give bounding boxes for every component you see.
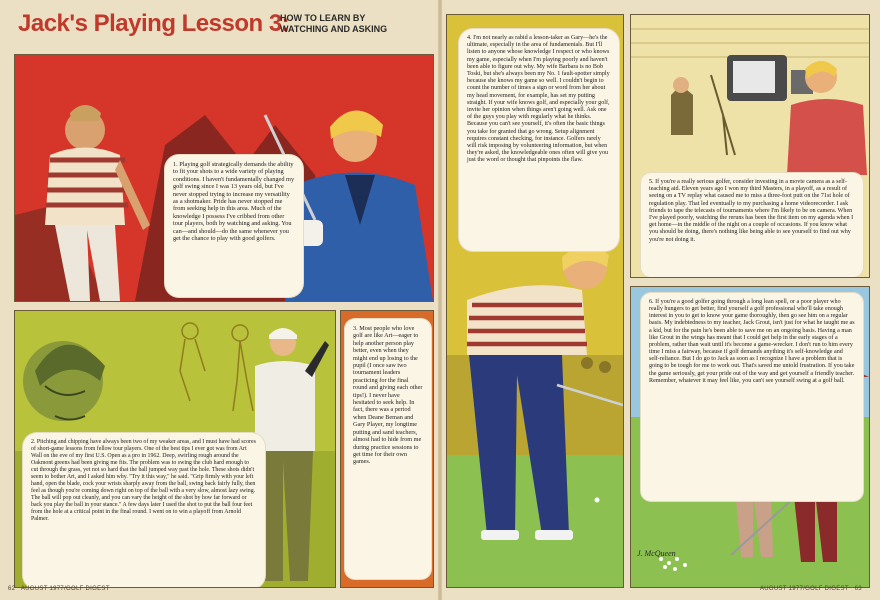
page-number-left: 62	[8, 586, 16, 592]
issue-label-right: AUGUST 1977/GOLF DIGEST	[760, 586, 849, 592]
issue-label-left: AUGUST 1977/GOLF DIGEST	[20, 586, 110, 592]
caption-5	[641, 173, 863, 277]
caption-2-text: 2. Pitching and chipping have always been two of my weaker areas, and I must have had scores of short-game lessons from fellow tour players. One of the best tips I ever got was from Art Wall on the eve of my first U.S. Open as a pro in 1962. Deep, swirling rough around the Oakmont greens had been giving me fits. The problem was to swing the club hard enough to cut through the grass, yet not so hard that the ball jumped way past the hole. These shots didn't seem to bother Art, and I asked him why. "Try it this way," he said. "Grip firmly with your left hand, open the blade, cock your wrists sharply away from the ball, swing back fairly fully, then feel as though you're coming down right on top of the ball with a very slow, almost lazy swing. The ball will pop out cleanly, and you can vary the height of the shot by how far forward or back you play the ball in your stance." A few days later I used the shot to put the ball four feet from the hole at a critical point in the final round. I went on to win a playoff from Arnold Palmer.	[31, 439, 256, 522]
panel-2	[14, 310, 336, 588]
panel-1	[14, 54, 434, 302]
article-subtitle	[280, 13, 430, 35]
caption-1	[165, 155, 303, 297]
caption-4	[459, 29, 619, 251]
caption-1-text: 1. Playing golf strategically demands the ability to fit your shots to a wide variety of playing conditions. I haven't fundamentally changed my golf swing since I was 13 years old, but I've never stopped trying to increase my versatility as a shotmaker. Pride has never stopped me from seeking help in this area. Much of the knowledge I possess I've cribbed from other tour players, both by watching and asking. You can—and should—do the same whenever you get the chance to play with good golfers.	[173, 161, 295, 243]
page-gutter	[438, 0, 442, 600]
subtitle-line-2: WATCHING AND ASKING	[280, 24, 388, 34]
footer-left	[8, 586, 110, 592]
panel-6	[630, 286, 870, 588]
caption-5-text: 5. If you're a really serious golfer, consider investing in a movie camera as a self-teaching aid. Eleven years ago I won my third Masters, in a playoff, as a result of seeing on a TV replay what caused me to miss a three-foot putt on the 71st hole of regulation play. That led eventually to my purchasing a home videorecorder. I ask friends to tape the telecasts of tournaments where I'm likely to be on camera. When I've played poorly, watching the reruns has been the first item on my agenda when I get home—in the middle of the night on a couple of occasions. If you know what you should be doing, there's nothing like being able to see yourself to find out why you're not doing it.	[649, 179, 854, 243]
article-title: Jack's Playing Lesson 3:	[18, 10, 290, 37]
caption-2	[23, 433, 265, 588]
footer-right	[760, 586, 862, 592]
caption-3-text: 3. Most people who love golf are like Art—eager to help another person play better, even when they might end up losing to the pupil (I once saw two tournament leaders practicing for the final round and giving each other tips!). I never have hesitated to seek help. In fact, there was a period when Deane Beman and Gary Player, my longtime putting and sand teachers, almost had to hide from me during practice sessions to get time for their own games.	[353, 325, 423, 466]
subtitle-line-1: HOW TO LEARN BY	[280, 13, 366, 23]
caption-6-text: 6. If you're a good golfer going through a long lean spell, or a poor player who really hungers to get better, find yourself a golf professional who'll take enough interest in you to get to know your game thoroughly, then go see him on a regular basis. My indebtedness to my teacher, Jack Grout, isn't just for what he taught me as a kid, but for the pain he's been able to save me on an ongoing basis. Having a man like Grout in the wings has meant that I could get help in the early stages of a problem, rather than wait until it's become a game-wrecker. I don't run to him every time I miss a fairway, because if golf demands anything it's self-knowledge and self-reliance. But I do go to Jack as soon as I recognize I have a problem that is going to be tough for me to work out. That's saved me untold frustration. If you take the game seriously, get your pride out of the way and get yourself a friendly teacher. Remember, whatever it may feel like, you can't see yourself swing at a golf ball.	[649, 299, 855, 384]
caption-3	[345, 319, 431, 579]
caption-4-text: 4. I'm not nearly as rabid a lesson-taker as Gary—he's the ultimate, especially in the area of fundamentals. But I'll listen to anyone whose knowledge I respect or who knows my game, especially when I'm playing poorly and haven't been able to figure out why. My wife Barbara is no Bob Toski, but she's always been my No. 1 fault-spotter simply because she knows my game so well. I couldn't begin to count the number of times a sign or word from her about my head movement, for example, has set my putting straight. If your wife knows golf, and especially your golf, invite her opinion when things aren't going well. Ask one of the guys you play with regularly what he thinks. Because you can't see yourself, it's often the basic things you take for granted that go wrong. Setup alignment requires constant checking, for instance. Golfers rarely will risk imposing by volunteering information, but when they're asked, the knowledgeable ones often will give you just the word or thought that pinpoints the flaw.	[467, 35, 610, 164]
page-number-right: 63	[854, 586, 862, 592]
panel-5	[630, 14, 870, 278]
panel-3	[340, 310, 434, 588]
caption-6	[641, 293, 863, 501]
artist-signature: J. McQueen	[637, 549, 676, 558]
panel-4	[446, 14, 624, 588]
